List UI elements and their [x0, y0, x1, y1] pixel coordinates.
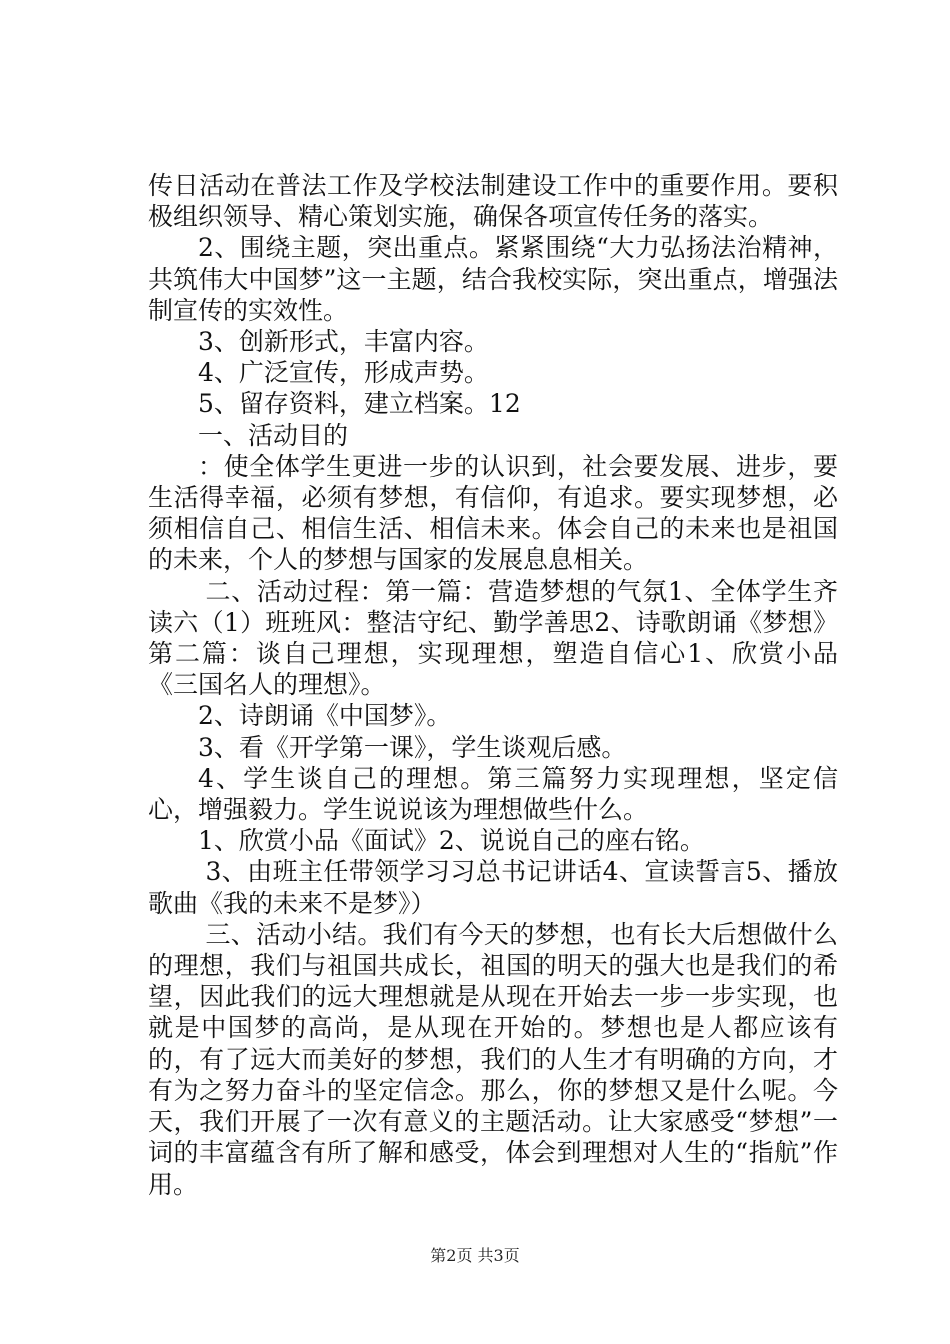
- paragraph-purpose: ：使全体学生更进一步的认识到，社会要发展、进步，要生活得幸福，必须有梦想，有信仰，有追求。要实现梦想，必须相信自己、相信生活、相信未来。体会自己的未来也是祖国的未来，个人的梦想与国家的发展息息相关。: [148, 451, 838, 575]
- paragraph-speech: 3、由班主任带领学习习总书记讲话4、宣读誓言5、播放歌曲《我的未来不是梦》）: [148, 857, 838, 918]
- paragraph-ideals: 4、学生谈自己的理想。第三篇努力实现理想，坚定信心，增强毅力。学生说说该为理想做些什么。: [148, 763, 838, 825]
- paragraph-process: 二、活动过程：第一篇：营造梦想的气氛1、全体学生齐读六（1）班班风：整洁守纪、勤学善思2、诗歌朗诵《梦想》第二篇：谈自己理想，实现理想，塑造自信心1、欣赏小品《三国名人的理想》。: [148, 576, 838, 700]
- page-number-footer: 第2页 共3页: [430, 1246, 520, 1265]
- paragraph-interview: 1、欣赏小品《面试》2、说说自己的座右铭。: [198, 826, 705, 856]
- paragraph-summary: 三、活动小结。我们有今天的梦想，也有长大后想做什么的理想，我们与祖国共成长，祖国的明天的强大也是我们的希望，因此我们的远大理想就是从现在开始去一步一步实现，也就是中国梦的高尚，是从现在开始的。梦想也是人都应该有的，有了远大而美好的梦想，我们的人生才有明确的方向，才有为之努力奋斗的坚定信念。那么，你的梦想又是什么呢。今天，我们开展了一次有意义的主题活动。让大家感受“梦想”一词的丰富蕴含有所了解和感受，体会到理想对人生的“指航”作用。: [148, 919, 838, 1199]
- paragraph-item-3: 3、创新形式，丰富内容。: [198, 327, 489, 357]
- paragraph-item-4: 4、广泛宣传，形成声势。: [198, 358, 489, 388]
- paragraph-continuation: 传日活动在普法工作及学校法制建设工作中的重要作用。要积极组织领导、精心策划实施，确保各项宣传任务的落实。: [148, 171, 838, 232]
- paragraph-poem: 2、诗朗诵《中国梦》。: [198, 701, 452, 731]
- section-heading-purpose: 一、活动目的: [198, 420, 349, 450]
- document-body: [148, 170, 838, 1200]
- paragraph-first-class: 3、看《开学第一课》，学生谈观后感。: [198, 732, 627, 762]
- paragraph-item-2: 2、围绕主题，突出重点。紧紧围绕“大力弘扬法治精神，共筑伟大中国梦”这一主题，结合我校实际，突出重点，增强法制宣传的实效性。: [148, 233, 838, 325]
- paragraph-item-5: 5、留存资料，建立档案。12: [198, 389, 521, 419]
